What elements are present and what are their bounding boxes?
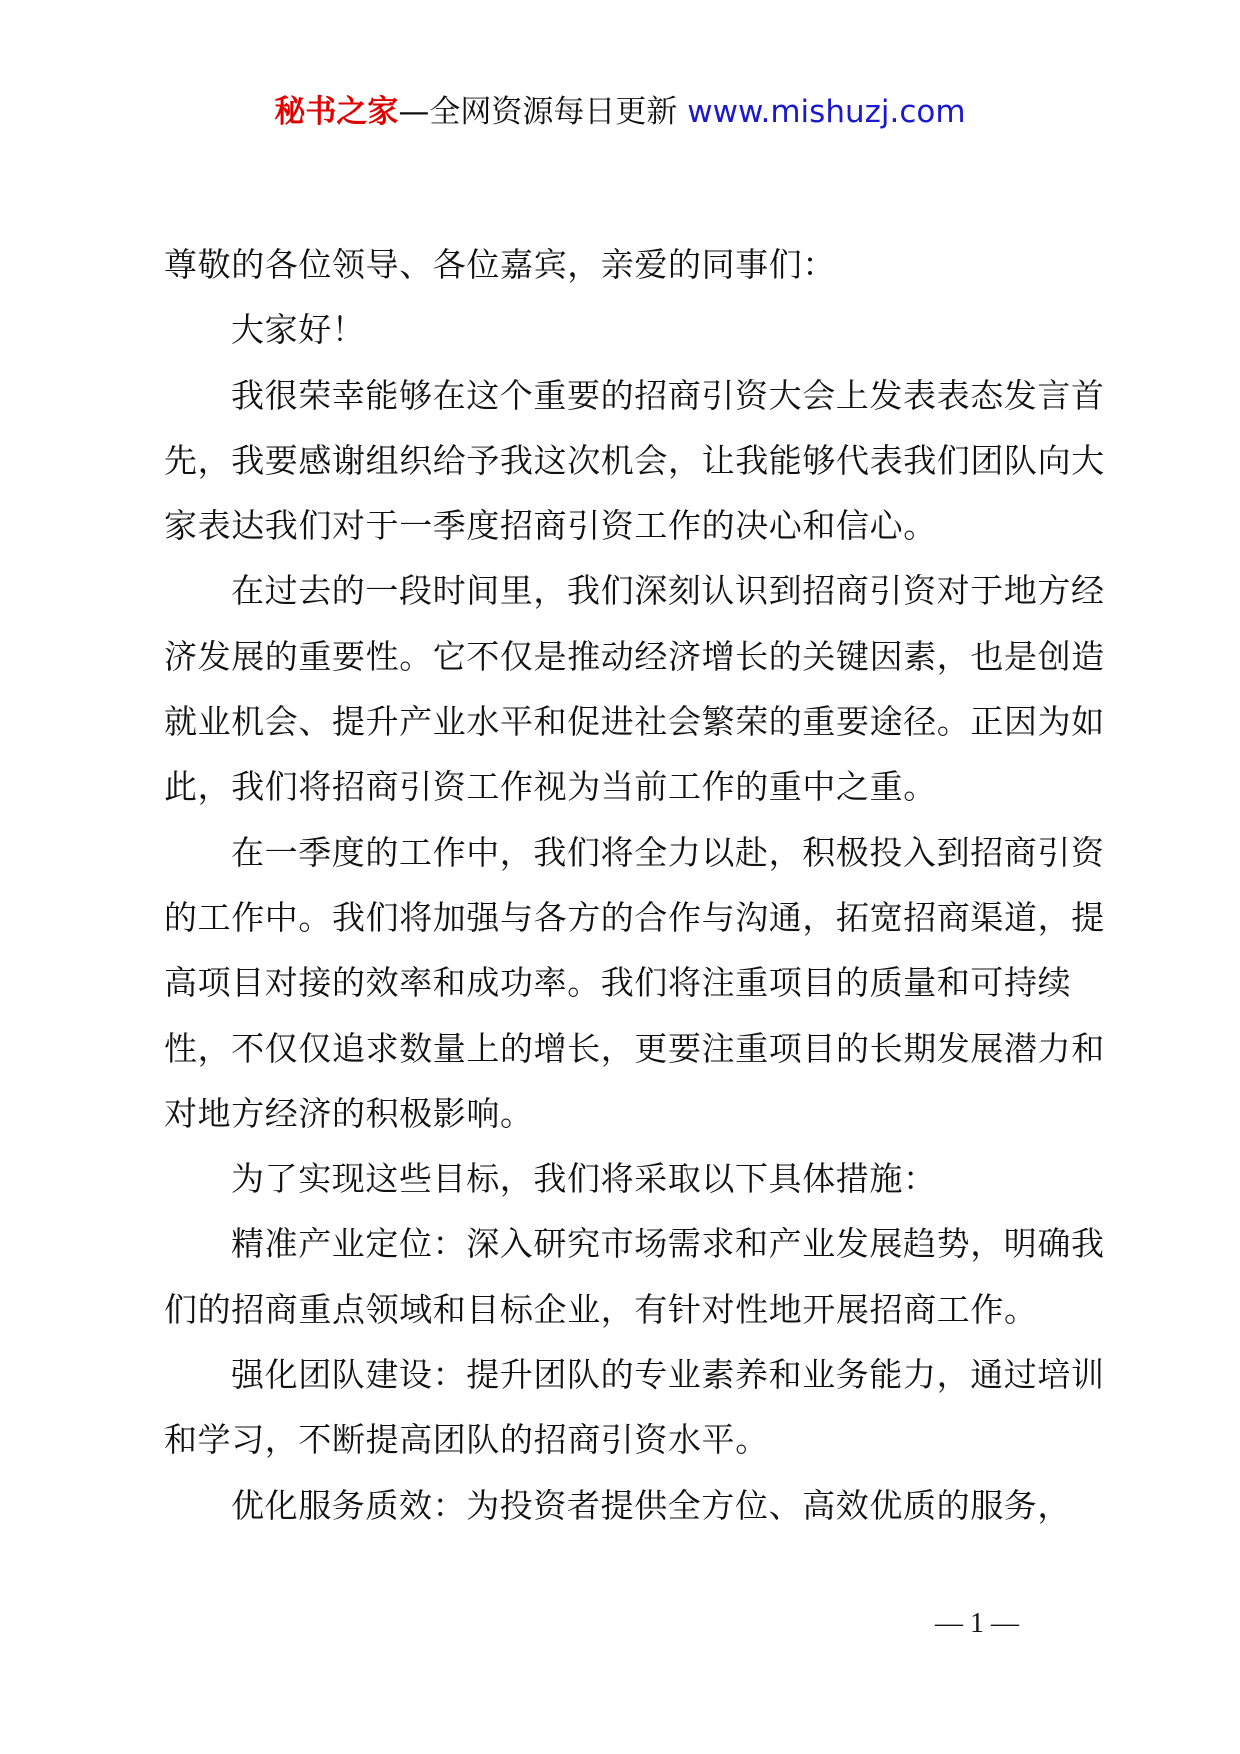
greeting: 大家好！ <box>231 310 366 350</box>
paragraph-importance: 在过去的一段时间里，我们深刻认识到招商引资对于地方经济发展的重要性。它不仅是推动经济增长的关键因素，也是创造就业机会、提升产业水平和促进社会繁荣的重要途径。正因为如此，我们将招商引资工作视为当前工作的重中之重。 <box>164 571 1105 807</box>
site-url-link[interactable]: www.mishuzj.com <box>687 94 966 130</box>
salutation: 尊敬的各位领导、各位嘉宾，亲爱的同事们： <box>164 245 836 284</box>
brand-name: 秘书之家 <box>274 94 399 130</box>
paragraph-measure-service: 优化服务质效：为投资者提供全方位、高效优质的服务， <box>231 1485 1071 1525</box>
paragraph-measure-industry: 精准产业定位：深入研究市场需求和产业发展趋势，明确我们的招商重点领域和目标企业，有针对性地开展招商工作。 <box>164 1224 1105 1329</box>
paragraph-opening: 我很荣幸能够在这个重要的招商引资大会上发表表态发言首先，我要感谢组织给予我这次机会，让我能够代表我们团队向大家表达我们对于一季度招商引资工作的决心和信心。 <box>164 375 1105 546</box>
paragraph-q1-plan: 在一季度的工作中，我们将全力以赴，积极投入到招商引资的工作中。我们将加强与各方的合作与沟通，拓宽招商渠道，提高项目对接的效率和成功率。我们将注重项目的质量和可持续性，不仅仅追求数量上的增长，更要注重项目的长期发展潜力和对地方经济的积极影响。 <box>164 832 1105 1133</box>
site-header <box>0 92 1240 132</box>
header-tagline: —全网资源每日更新 <box>398 94 688 130</box>
paragraph-measures-intro: 为了实现这些目标，我们将采取以下具体措施： <box>231 1159 937 1199</box>
document-body <box>164 232 1114 1538</box>
page-number: — 1 — <box>935 1608 1019 1639</box>
paragraph-measure-team: 强化团队建设：提升团队的专业素养和业务能力，通过培训和学习，不断提高团队的招商引资水平。 <box>164 1355 1105 1460</box>
